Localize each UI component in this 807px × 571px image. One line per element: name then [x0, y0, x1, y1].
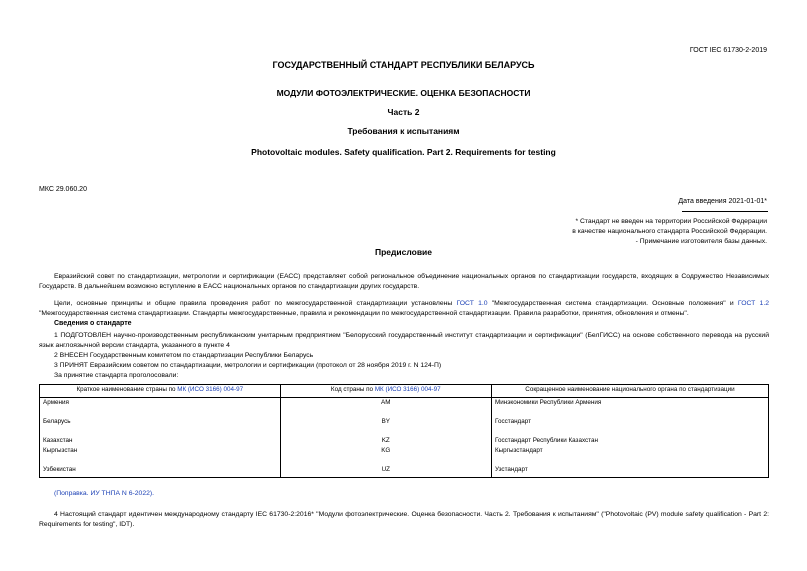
standard-title: ГОСУДАРСТВЕННЫЙ СТАНДАРТ РЕСПУБЛИКИ БЕЛАРУСЬ	[272, 60, 535, 70]
standard-info-label: Сведения о стандарте	[54, 320, 132, 327]
table-row	[40, 446, 769, 465]
item-1	[39, 331, 769, 351]
cell-code: KG	[280, 446, 491, 465]
preface-heading: Предисловие	[374, 247, 433, 257]
voted-label: За принятие стандарта проголосовали:	[54, 372, 179, 379]
table-row	[40, 398, 769, 417]
cell-country: Казахстан	[40, 436, 281, 446]
document-code: ГОСТ IEC 61730-2-2019	[689, 47, 767, 54]
cell-org: Узстандарт	[491, 465, 768, 478]
table-row	[40, 436, 769, 446]
item-4	[39, 510, 769, 530]
paragraph-goals-text-c: "Межгосударственная система стандартизации. Стандарты межгосударственные, правила и рекомендации по межгосударственной стандартизации. Правила разработки, принятия, обновления и отмены".	[39, 310, 689, 317]
cell-org: Минэкономики Республики Армения	[491, 398, 768, 417]
amendment-note	[54, 489, 769, 499]
paragraph-goals	[39, 299, 769, 319]
table-row	[40, 417, 769, 436]
table-row	[40, 465, 769, 478]
voting-table	[39, 384, 769, 478]
header-code-link[interactable]: МК (ИСО 3166) 004-97	[374, 386, 441, 393]
document-title: МОДУЛИ ФОТОЭЛЕКТРИЧЕСКИЕ. ОЦЕНКА БЕЗОПАСНОСТИ	[276, 88, 531, 98]
footnote	[427, 217, 767, 247]
footnote-line-3: - Примечание изготовителя базы данных.	[635, 238, 767, 245]
footnote-line-2: в качестве национального стандарта Российской Федерации.	[572, 228, 767, 235]
paragraph-goals-text-b: "Межгосударственная система стандартизации. Основные положения" и	[487, 300, 738, 307]
cell-country: Узбекистан	[40, 465, 281, 478]
cell-org: Госстандарт Республики Казахстан	[491, 436, 768, 446]
paragraph-easc	[39, 272, 769, 292]
cell-code: KZ	[280, 436, 491, 446]
introduction-date: Дата введения 2021-01-01*	[678, 198, 767, 205]
cell-code: AM	[280, 398, 491, 417]
header-org: Сокращенное наименование национального органа по стандартизации	[491, 385, 768, 398]
document-subtitle: Требования к испытаниям	[347, 126, 460, 136]
item-2: 2 ВНЕСЕН Государственным комитетом по стандартизации Республики Беларусь	[54, 352, 314, 359]
amendment-link[interactable]: (Поправка. ИУ ТНПА N 6-2022).	[54, 490, 155, 497]
cell-org: Кыргызстандарт	[491, 446, 768, 465]
cell-country: Беларусь	[40, 417, 281, 436]
footnote-line-1: * Стандарт не введен на территории Российской Федерации	[575, 218, 767, 225]
paragraph-easc-text: Евразийский совет по стандартизации, метрологии и сертификации (ЕАСС) представляет собой региональное объединение национальных органов по стандартизации государств, входящих в Содружество Независимых Государств. В дальнейшем возможно вступление в ЕАСС национальных органов по стандартизации других государств.	[39, 273, 769, 290]
english-title: Photovoltaic modules. Safety qualification. Part 2. Requirements for testing	[251, 147, 556, 157]
item-1-text: 1 ПОДГОТОВЛЕН научно-производственным республиканским унитарным предприятием "Белорусский государственный институт стандартизации и сертификации" (БелГИСС) на основе собственного перевода на русский язык англоязычной версии стандарта, указанного в пункте 4	[39, 332, 769, 349]
cell-code: UZ	[280, 465, 491, 478]
cell-country: Армения	[40, 398, 281, 417]
item-3: 3 ПРИНЯТ Евразийским советом по стандартизации, метрологии и сертификации (протокол от 28 ноября 2019 г. N 124-П)	[54, 362, 442, 369]
cell-code: BY	[280, 417, 491, 436]
part-number: Часть 2	[387, 107, 420, 117]
table-header-row	[40, 385, 769, 398]
item-4-text: 4 Настоящий стандарт идентичен международному стандарту IEC 61730-2:2016* "Модули фотоэлектрические. Оценка безопасности. Часть 2. Требования к испытаниям" ("Photovoltaic (PV) module safety qualification - Part 2: Requirements for testing", IDT).	[39, 511, 769, 528]
cell-country: Кыргызстан	[40, 446, 281, 465]
paragraph-goals-text-a: Цели, основные принципы и общие правила проведения работ по межгосударственной стандартизации установлены	[54, 300, 457, 307]
header-country: Краткое наименование страны по МК (ИСО 3166) 004-97	[40, 385, 281, 398]
mks-code: МКС 29.060.20	[39, 186, 87, 193]
header-country-link[interactable]: МК (ИСО 3166) 004-97	[177, 386, 244, 393]
cell-org: Госстандарт	[491, 417, 768, 436]
footnote-separator	[682, 211, 768, 212]
gost-1-0-link[interactable]: ГОСТ 1.0	[456, 300, 488, 307]
gost-1-2-link[interactable]: ГОСТ 1.2	[737, 300, 769, 307]
header-code: Код страны по МК (ИСО 3166) 004-97	[280, 385, 491, 398]
